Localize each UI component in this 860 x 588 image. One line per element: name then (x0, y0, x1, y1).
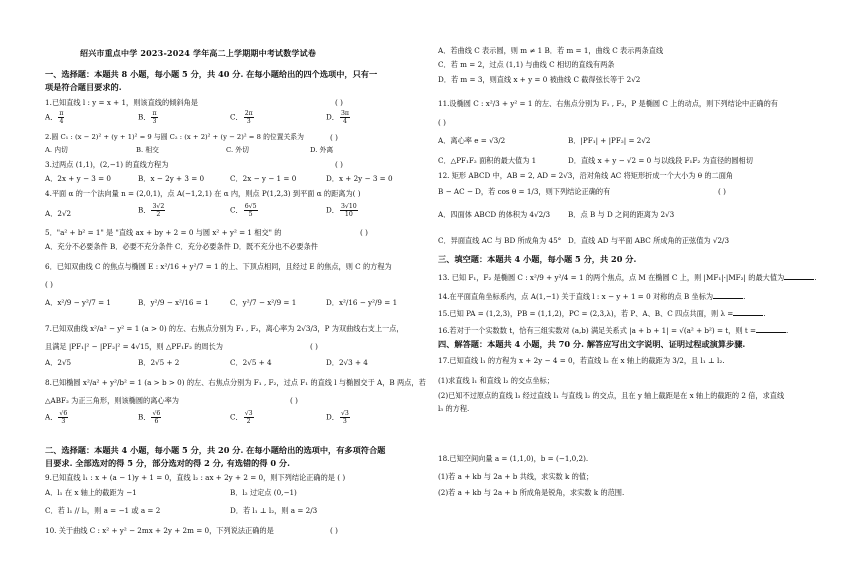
q11-paren: ( ) (438, 118, 446, 127)
q7-paren: ( ) (310, 342, 318, 351)
right-column: A．若曲线 C 表示圆，则 m ≠ 1 B．若 m = 1，曲线 C 表示两条直线 C．若 m = 2，过点 (1,1) 与曲线 C 相切的直线有两条 D．若 m = 3，则直线 x + y = 0 被曲线 C 截得弦长等于 2√2 11.设椭圆 C : x²/3 + y² = 1 的左、右焦点分别为 F₁ , F₂，P 是椭圆 C 上的动点，则下列结论中正确的有 ( ) A．离心率 e = √3/2 B．|PF₁| + |PF₂| = 2√2 C．△PF₁F₂ 面积的最大值为 1 D．直线 x + y − √2 = 0 与以线段 F₁F₂ 为直径的圆相切 12. 矩形 ABCD 中，AB = 2, AD = 2√3，沿对角线 AC 将矩形折成一个大小为 θ 的二面角 B − AC − D，若 cos θ = 1/3，则下列结论正确的有 ( ) A．四面体 ABCD 的体积为 4√2/3 B．点 B 与 D 之间的距离为 2√3 C．异面直线 AC 与 BD 所成角为 45° D．直线 AD 与平面 ABC 所成角的正弦值为 √2/3 三、填空题：本题共 4 小题，每小题 5 分，共 20 分. 13. 已知 F₁，F₂ 是椭圆 C : x²/9 + y²/4 = 1 的两个焦点，点 M 在椭圆 C 上，则 |MF₁|·|MF₂| 的最大值为 . 14.在平面直角坐标系内，点 A(1,−1) 关于直线 l : x − y + 1 = 0 对称的点 B 坐标为 . 15.已知 PA = (1,2,3)，PB = (1,1,2)，PC = (2,3,λ)，若 P、A、B、C 四点共面，则 λ = . 16.若对于一个实数数 t，恰有三组实数对 (a,b) 满足关系式 |a + b + 1| = √(a² + b²) = t，则 t = . 四、解答题：本题共 4 小题，共 70 分. 解答应写出文字说明、证明过程或演算步骤. 17.已知直线 l₁ 的方程为 x + 2y − 4 = 0，若直线 l₂ 在 x 轴上的截距为 3/2，且 l₁ ⊥ l₂. (1)求直线 l₁ 和直线 l₂ 的交点坐标； (2)已知不过原点的直线 l₃ 经过直线 l₁ 与直线 l₂ 的交点，且在 y 轴上截距是在 x 轴上的截距的 2 倍，求直线 l₃ 的方程. 18.已知空间向量 a = (1,1,0)，b = (−1,0,2). (1)若 a + kb 与 2a + b 共线，求实数 k 的值； (2)若 a + kb 与 2a + b 所成角是锐角，求实数 k 的范围. (438, 46, 817, 497)
q17-part2: (2)已知不过原点的直线 l₃ 经过直线 l₁ 与直线 l₂ 的交点，且在 y 轴上截距是在 x 轴上的截距的 2 倍，求直线 (438, 391, 785, 400)
q13: 13. 已知 F₁，F₂ 是椭圆 C : x²/9 + y²/4 = 1 的两个焦点，点 M 在椭圆 C 上，则 |MF₁|·|MF₂| 的最大值为 . (438, 273, 817, 282)
q17-part2-cont: l₃ 的方程. (438, 404, 470, 413)
q7-line1: 7.已知双曲线 x²/a² − y² = 1 (a > 0) 的左、右焦点分别为 F₁ , F₂，离心率为 2√3/3，P 为双曲线右支上一点， (45, 324, 404, 333)
q8-line2: △ABF₂ 为正三角形，则该椭圆的离心率为 (45, 396, 179, 405)
q4-stem: 4.平面 α 的一个法向量 n = (2,0,1)，点 A(−1,2,1) 在 α 内，则点 P(1,2,3) 到平面 α 的距离为( ) (45, 189, 361, 198)
section1-heading: 一、选择题：本题共 8 小题，每小题 5 分，共 40 分. 在每小题给出的四个选项中，只有一 (45, 69, 378, 79)
q6-paren: ( ) (45, 280, 53, 289)
q10-option-a-b: A．若曲线 C 表示圆，则 m ≠ 1 B．若 m = 1，曲线 C 表示两条直线 (438, 46, 664, 55)
q17-part1: (1)求直线 l₁ 和直线 l₂ 的交点坐标； (438, 376, 554, 385)
q10-option-d: D．若 m = 3，则直线 x + y = 0 被曲线 C 截得弦长等于 2√2 (438, 75, 641, 84)
q12-paren: ( ) (718, 187, 726, 196)
q3-stem: 3.过两点 (1,1)，(2,−1) 的直线方程为 (45, 160, 169, 169)
q1-options: A． $\frac{\pi}{4}$ (45, 110, 64, 125)
q12-line1: 12. 矩形 ABCD 中，AB = 2, AD = 2√3，沿对角线 AC 将矩形折成一个大小为 θ 的二面角 (438, 171, 734, 180)
q2-paren: ( ) (330, 133, 338, 142)
q11-stem: 11.设椭圆 C : x²/3 + y² = 1 的左、右焦点分别为 F₁ , F₂，P 是椭圆 C 上的动点，则下列结论中正确的有 (438, 99, 778, 108)
q18-part2: (2)若 a + kb 与 2a + b 所成角是锐角，求实数 k 的范围. (438, 488, 625, 497)
q8-line1: 8.已知椭圆 x²/a² + y²/b² = 1 (a > b > 0) 的左、右焦点分别为 F₁ , F₂，过点 F₁ 的直线 l 与椭圆交于 A，B 两点，若 (45, 378, 426, 387)
q10-option-c: C．若 m = 2，过点 (1,1) 与曲线 C 相切的直线有两条 (438, 60, 615, 69)
q2-stem: 2.圆 C₁ : (x − 2)² + (y + 1)² = 9 与圆 C₂ : (x + 2)² + (y − 2)² = 8 的位置关系为 (45, 133, 304, 141)
q10-paren: ( ) (330, 526, 338, 535)
q9-stem: 9.已知直线 l₁ : x + (a − 1)y + 1 = 0，直线 l₂ : ax + 2y + 2 = 0，则下列结论正确的是 ( ) (45, 473, 346, 482)
q1-stem: 1.已知直线 l : y = x + 1，则该直线的倾斜角是 (45, 98, 198, 107)
section3-heading: 三、填空题：本题共 4 小题，每小题 5 分，共 20 分. (438, 254, 637, 264)
section1-heading-cont: 项是符合题目要求的. (45, 82, 122, 92)
q5-options: A．充分不必要条件 B．必要不充分条件 C．充分必要条件 D．既不充分也不必要条件 (45, 242, 318, 251)
q18-stem: 18.已知空间向量 a = (1,1,0)，b = (−1,0,2). (438, 454, 589, 463)
exam-title: 绍兴市重点中学 2023-2024 学年高二上学期期中考试数学试卷 (80, 48, 317, 58)
q7-line2: 且满足 |PF₁|² − |PF₂|² = 4√15，则 △PF₁F₂ 的周长为 (45, 342, 223, 351)
q10-stem: 10. 关于曲线 C : x² + y² − 2mx + 2y + 2m = 0，下列说法正确的是 (45, 526, 274, 535)
q18-part1: (1)若 a + kb 与 2a + b 共线，求实数 k 的值； (438, 472, 594, 481)
section2-heading: 二、选择题：本题共 4 小题，每小题 5 分，共 20 分. 在每小题给出的选项中，有多项符合题 (45, 445, 386, 455)
q16: 16.若对于一个实数数 t，恰有三组实数对 (a,b) 满足关系式 |a + b + 1| = √(a² + b²) = t，则 t = . (438, 326, 789, 335)
q3-paren: ( ) (335, 160, 343, 169)
left-column: 绍兴市重点中学 2023-2024 学年高二上学期期中考试数学试卷 一、选择题：本题共 8 小题，每小题 5 分，共 40 分. 在每小题给出的四个选项中，只有一 项是符合题目要求的. 1.已知直线 l : y = x + 1，则该直线的倾斜角是 ( ) A． $\frac{\pi}{4}$ B． $\frac{\pi}{3}$ C． $\frac{2\pi}{3}$ D． $\frac{3\pi}{4}$ 2.圆 C₁ : (x − 2)² + (y + 1)² = 9 与圆 C₂ : (x + 2)² + (y − 2)² = 8 的位置关系为 ( ) A. 内切 B. 相交 C. 外切 D. 外离 3.过两点 (1,1)，(2,−1) 的直线方程为 ( ) A．2x + y − 3 = 0 B．x − 2y + 3 = 0 C．2x − y − 1 = 0 D．x + 2y − 3 = 0 4.平面 α 的一个法向量 n = (2,0,1)，点 A(−1,2,1) 在 α 内，则点 P(1,2,3) 到平面 α 的距离为( ) A．2√2 B． $\frac{3√2}{2}$ C． $\frac{6√5}{5}$ D． $\frac{3√10}{10}$ 5．"a² + b² = 1" 是 "直线 ax + by + 2 = 0 与圆 x² + y² = 1 相交" 的 ( ) A．充分不必要条件 B．必要不充分条件 C．充分必要条件 D．既不充分也不必要条件 6．已知双曲线 C 的焦点与椭圆 E : x²/16 + y²/7 = 1 的上、下顶点相同，且经过 E 的焦点，则 C 的方程为 ( ) A．x²/9 − y²/7 = 1 B．y²/9 − x²/16 = 1 C．y²/7 − x²/9 = 1 D．x²/16 − y²/9 = 1 7.已知双曲线 x²/a² − y² = 1 (a > 0) 的左、右焦点分别为 F₁ , F₂，离心率为 2√3/3，P 为双曲线右支上一点， 且满足 |PF₁|² − |PF₂|² = 4√15，则 △PF₁F₂ 的周长为 ( ) A．2√5 B．2√5 + 2 C．2√5 + 4 D．2√3 + 4 8.已知椭圆 x²/a² + y²/b² = 1 (a > b > 0) 的左、右焦点分别为 F₁ , F₂，过点 F₁ 的直线 l 与椭圆交于 A，B 两点，若 △ABF₂ 为正三角形，则该椭圆的离心率为 ( ) A． $\frac{√6}{3}$ B． $\frac{√6}{6}$ C． $\frac{√3}{2}$ D． $\frac{√3}{3}$ 二、选择题：本题共 4 小题，每小题 5 分，共 20 分. 在每小题给出的选项中，有多项符合题 目要求. 全部选对的得 5 分，部分选对的得 2 分, 有选错的得 0 分. 9.已知直线 l₁ : x + (a − 1)y + 1 = 0，直线 l₂ : ax + 2y + 2 = 0，则下列结论正确的是 ( ) A．l₁ 在 x 轴上的截距为 −1 B．l₂ 过定点 (0,−1) C．若 l₁ // l₂，则 a = −1 或 a = 2 D．若 l₁ ⊥ l₂，则 a = 2/3 10. 关于曲线 C : x² + y² − 2mx + 2y + 2m = 0，下列说法正确的是 ( ) (45, 48, 426, 535)
q6-stem: 6．已知双曲线 C 的焦点与椭圆 E : x²/16 + y²/7 = 1 的上、下顶点相同，且经过 E 的焦点，则 C 的方程为 (45, 262, 392, 271)
q8-paren: ( ) (290, 396, 298, 405)
q15: 15.已知 PA = (1,2,3)，PB = (1,1,2)，PC = (2,3,λ)，若 P、A、B、C 四点共面，则 λ = . (438, 309, 766, 318)
q17-stem: 17.已知直线 l₁ 的方程为 x + 2y − 4 = 0，若直线 l₂ 在 x 轴上的截距为 3/2，且 l₁ ⊥ l₂. (438, 356, 725, 365)
q12-line2: B − AC − D，若 cos θ = 1/3，则下列结论正确的有 (438, 187, 611, 196)
section4-heading: 四、解答题：本题共 4 小题，共 70 分. 解答应写出文字说明、证明过程或演算步骤. (438, 339, 746, 349)
q14: 14.在平面直角坐标系内，点 A(1,−1) 关于直线 l : x − y + 1 = 0 对称的点 B 坐标为 . (438, 292, 746, 301)
q1-paren: ( ) (335, 98, 343, 107)
q5-paren: ( ) (360, 228, 368, 237)
q5-stem: 5．"a² + b² = 1" 是 "直线 ax + by + 2 = 0 与圆 x² + y² = 1 相交" 的 (45, 228, 282, 237)
section2-heading-cont: 目要求. 全部选对的得 5 分，部分选对的得 2 分, 有选错的得 0 分. (45, 458, 290, 468)
